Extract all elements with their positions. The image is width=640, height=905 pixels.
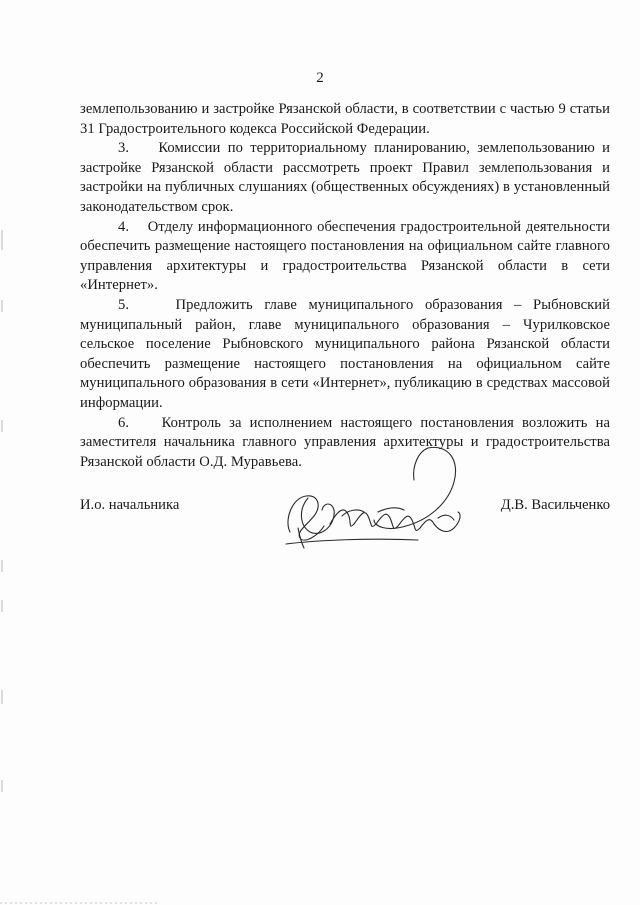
signatory-name: Д.В. Васильченко	[500, 497, 610, 513]
paragraph-continuation: землепользованию и застройке Рязанской области, в соответствии с частью 9 статьи 31 Градостроительного кодекса Российской Федерации.	[80, 101, 610, 137]
paragraph-item-6: 6. Контроль за исполнением настоящего постановления возложить на заместителя начальника главного управления архитектуры и градостроительства Рязанской области О.Д. Муравьева.	[80, 414, 610, 470]
handwritten-signature	[278, 440, 478, 550]
scan-bottom-marks	[0, 901, 160, 905]
page-number: 2	[316, 70, 324, 86]
paragraph-item-3: 3. Комиссии по территориальному планированию, землепользованию и застройке Рязанской области рассмотреть проект Правил землепользования и застройки на публичных слушаниях (общественных обсуждениях) в установленный законодательством срок.	[80, 140, 610, 215]
scan-edge-marks	[0, 0, 4, 905]
document-body	[80, 100, 610, 472]
signature-block	[80, 497, 610, 527]
signatory-title: И.о. начальника	[80, 497, 180, 513]
paragraph-item-4: 4. Отделу информационного обеспечения градостроительной деятельности обеспечить размещение настоящего постановления на официальном сайте главного управления архитектуры и градостроительства Рязанской области в сети «Интернет».	[80, 218, 610, 294]
paragraph-item-5: 5. Предложить главе муниципального образования – Рыбновский муниципальный район, главе муниципального образования – Чурилковское сельское поселение Рыбновского муниципального района Рязанской области обеспечить размещение настоящего постановления на официальном сайте муниципального образования в сети «Интернет», публикацию в средствах массовой информации.	[80, 296, 610, 411]
